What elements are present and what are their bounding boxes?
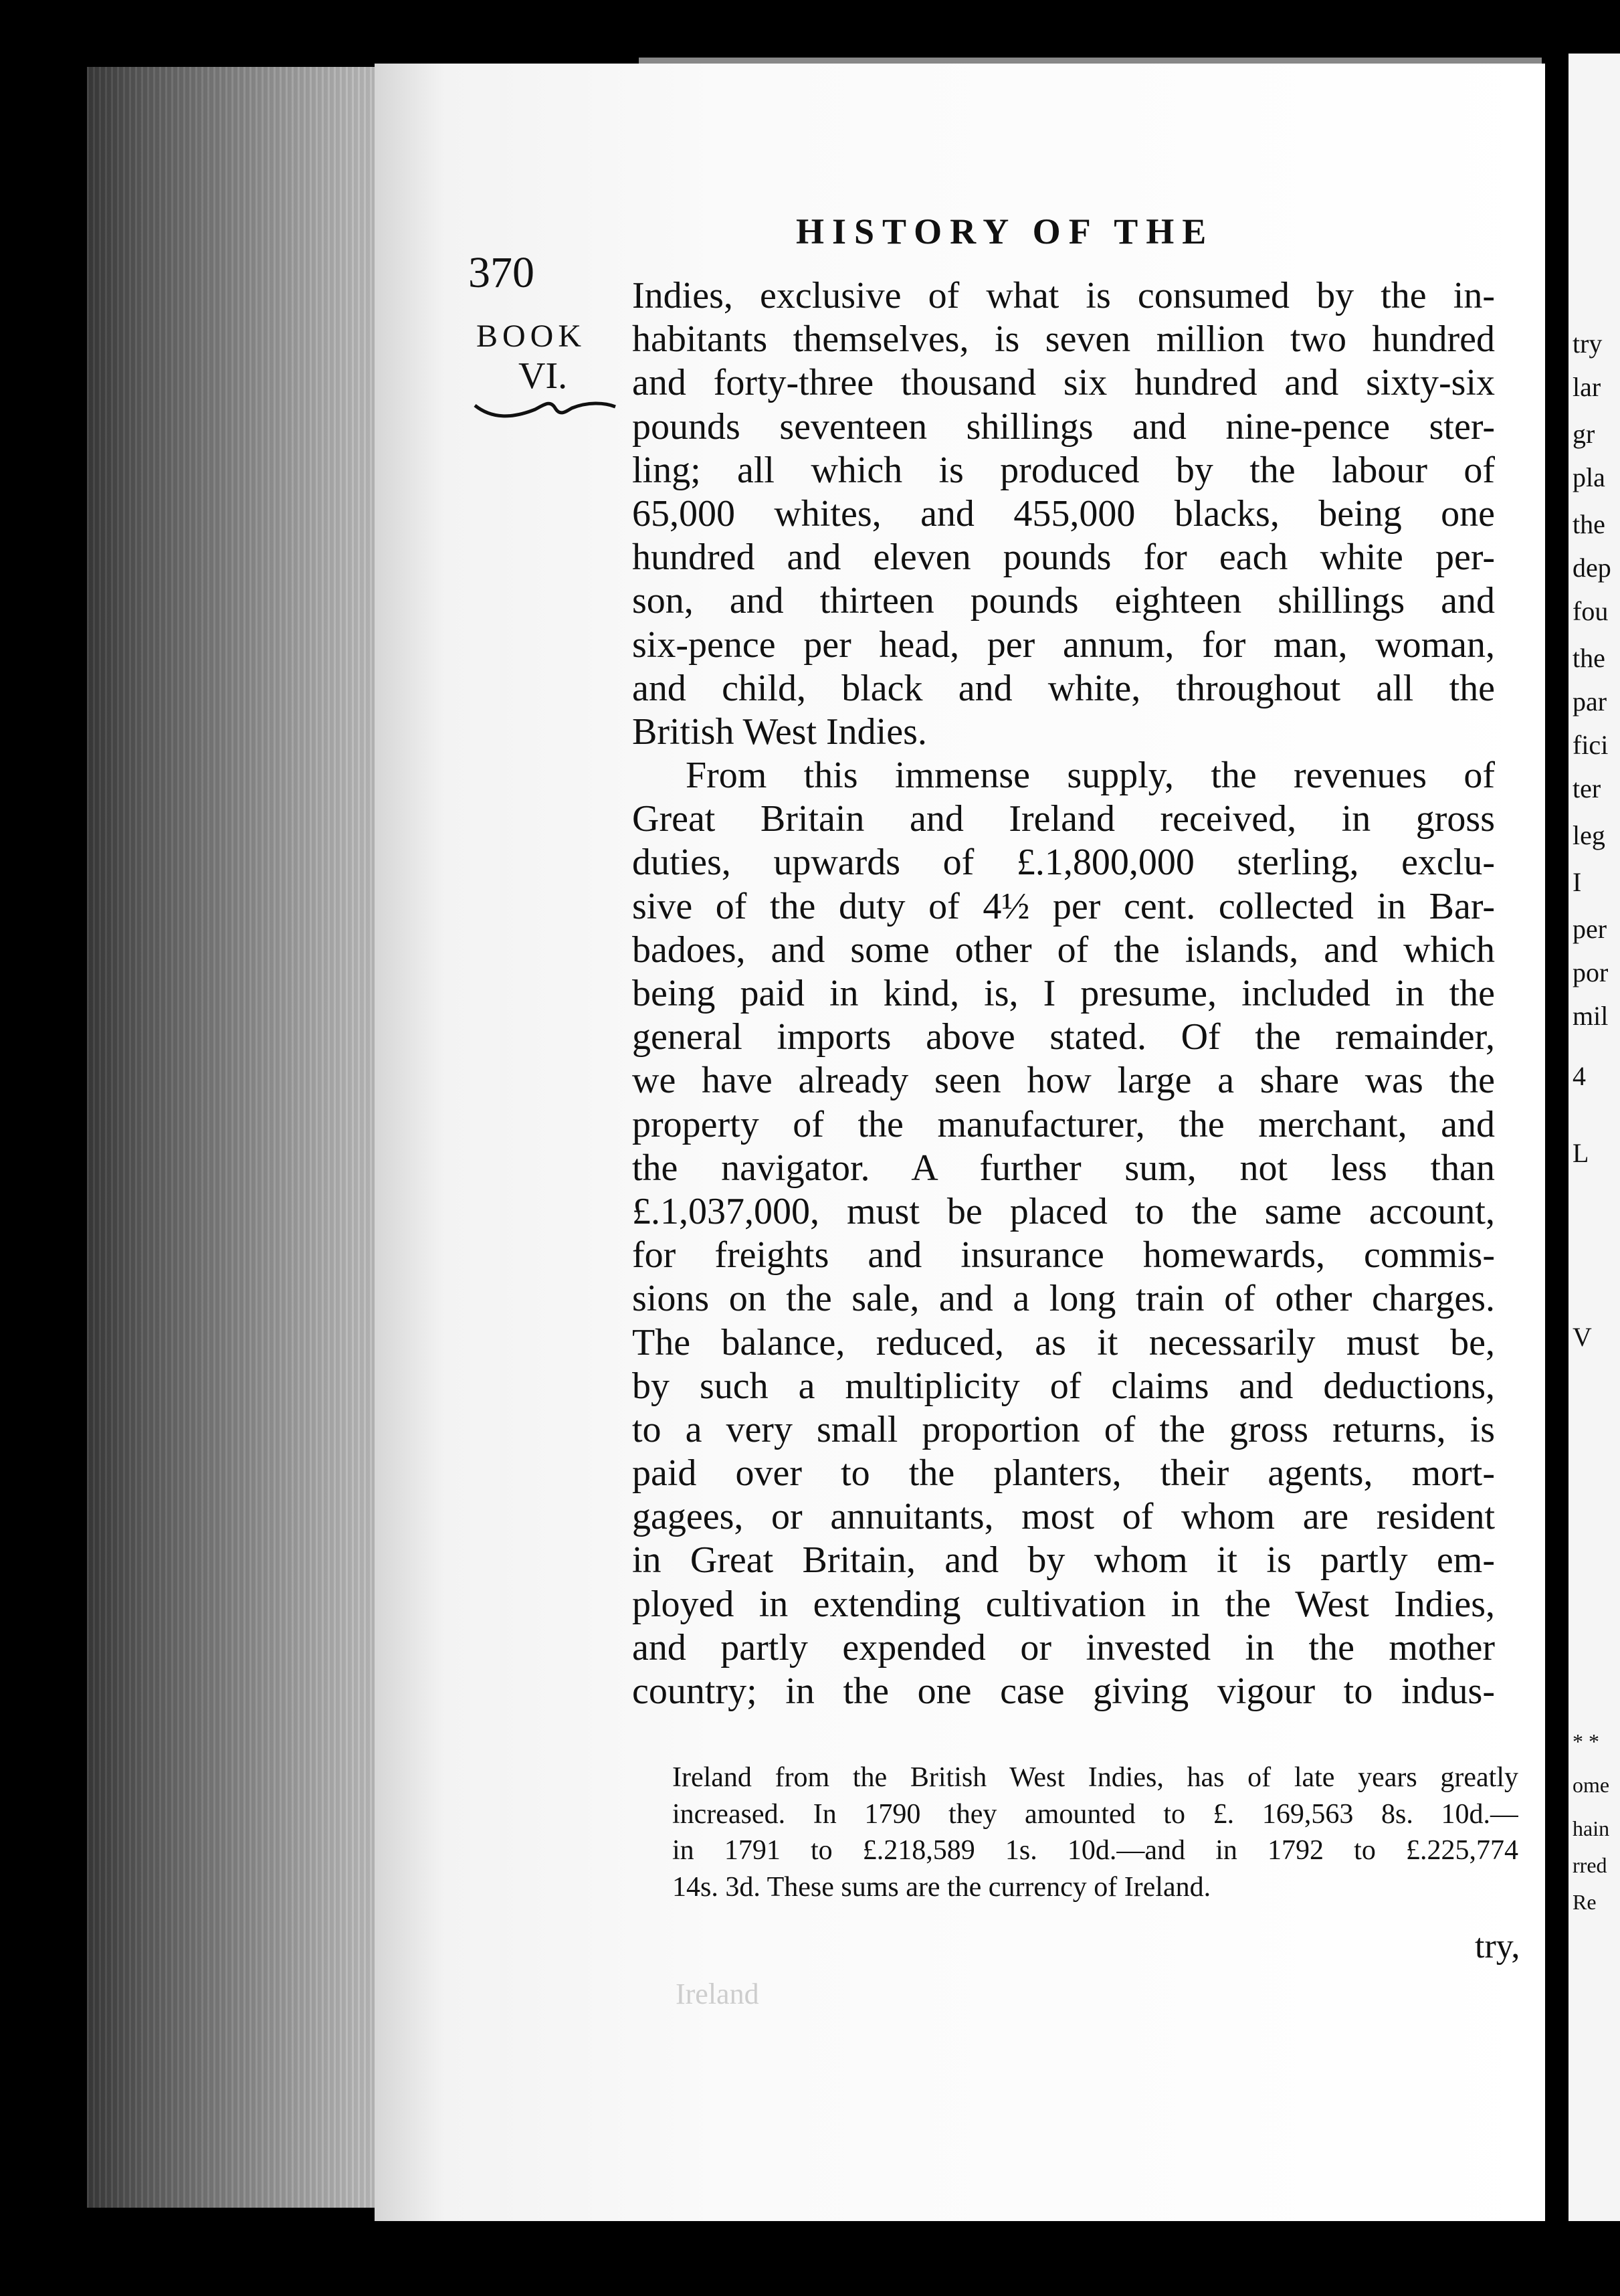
text-line: country; in the one case giving vigour to indus- <box>632 1670 1495 1712</box>
text-line: British West Indies. <box>632 710 927 753</box>
facing-fragment: par <box>1573 686 1607 716</box>
footnote <box>672 1759 1518 1905</box>
body-text <box>632 274 1495 1713</box>
text-line: son, and thirteen pounds eighteen shillings and <box>632 580 1495 622</box>
facing-fragment: 4 <box>1573 1061 1586 1091</box>
facing-note-fragment: ome <box>1573 1773 1610 1797</box>
text-line: habitants themselves, is seven million two hundred <box>632 318 1495 361</box>
text-line: for freights and insurance homewards, commis- <box>632 1234 1495 1276</box>
text-line: and forty-three thousand six hundred and sixty-six <box>632 362 1495 404</box>
text-line: property of the manufacturer, the merchant, and <box>632 1103 1495 1145</box>
text-line: ling; all which is produced by the labour of <box>632 449 1495 491</box>
text-line: in Great Britain, and by whom it is partly em- <box>632 1539 1495 1582</box>
facing-fragment: the <box>1573 643 1605 673</box>
text-line: duties, upwards of £.1,800,000 sterling, exclu- <box>632 842 1495 884</box>
footnote-line: 14s. 3d. These sums are the currency of Ireland. <box>672 1871 1211 1903</box>
text-line: to a very small proportion of the gross returns, is <box>632 1408 1495 1450</box>
facing-fragment: leg <box>1573 820 1605 850</box>
text-line: six-pence per head, per annum, for man, woman, <box>632 624 1495 666</box>
facing-note-fragment: rred <box>1573 1853 1607 1877</box>
text-line: gagees, or annuitants, most of whom are resident <box>632 1496 1495 1538</box>
facing-fragment: V <box>1573 1322 1592 1352</box>
facing-fragment: L <box>1573 1138 1589 1168</box>
text-line: the navigator. A further sum, not less than <box>632 1147 1495 1189</box>
scroll-flourish-icon <box>472 396 619 423</box>
text-line: and child, black and white, throughout all the <box>632 667 1495 709</box>
facing-note-fragment: hain <box>1573 1816 1610 1840</box>
text-line: badoes, and some other of the islands, and which <box>632 929 1495 971</box>
text-line: general imports above stated. Of the remainder, <box>632 1016 1495 1058</box>
facing-fragment: fou <box>1573 596 1609 626</box>
book-label: BOOK <box>476 318 587 354</box>
facing-fragment: the <box>1573 509 1605 539</box>
text-line: Indies, exclusive of what is consumed by the in- <box>632 275 1495 316</box>
facing-fragment: try <box>1573 328 1603 359</box>
footnote-line: Ireland from the British West Indies, has of late years greatly <box>672 1762 1518 1793</box>
text-line: 65,000 whites, and 455,000 blacks, being one <box>632 492 1495 535</box>
text-line: ployed in extending cultivation in the West Indies, <box>632 1583 1495 1625</box>
facing-note-fragment: * * <box>1573 1729 1599 1753</box>
facing-fragment: gr <box>1573 419 1595 449</box>
facing-fragment: dep <box>1573 553 1611 583</box>
facing-note-fragment: Re <box>1573 1890 1597 1914</box>
text-line: sive of the duty of 4½ per cent. collected in Bar- <box>632 885 1495 927</box>
footnote-line: in 1791 to £.218,589 1s. 10d.—and in 1792 to £.225,774 <box>672 1835 1518 1866</box>
catchword: try, <box>1475 1927 1520 1966</box>
text-line: £.1,037,000, must be placed to the same account, <box>632 1190 1495 1232</box>
facing-page-edge <box>1568 54 1620 2221</box>
facing-fragment: pla <box>1573 462 1605 492</box>
facing-fragment: per <box>1573 914 1607 944</box>
facing-fragment: I <box>1573 867 1582 897</box>
text-line: sions on the sale, and a long train of other charges. <box>632 1278 1495 1320</box>
footnote-line: increased. In 1790 they amounted to £. 169,563 8s. 10d.— <box>672 1798 1518 1830</box>
text-line: we have already seen how large a share was the <box>632 1060 1495 1102</box>
facing-fragment: ter <box>1573 773 1601 803</box>
facing-fragment: mil <box>1573 1001 1609 1031</box>
text-line: paid over to the planters, their agents, mort- <box>632 1452 1495 1495</box>
facing-fragment: lar <box>1573 372 1601 402</box>
running-head: HISTORY OF THE <box>796 211 1215 252</box>
text-line: The balance, reduced, as it necessarily must be, <box>632 1321 1495 1363</box>
text-line: Great Britain and Ireland received, in gross <box>632 798 1495 840</box>
bleed-through-text: Ireland <box>676 1978 759 2010</box>
text-line: hundred and eleven pounds for each white per- <box>632 537 1495 579</box>
text-line: pounds seventeen shillings and nine-pence ster- <box>632 405 1495 448</box>
text-line: From this immense supply, the revenues of <box>686 755 1495 797</box>
book-number: VI. <box>518 355 568 397</box>
text-line: being paid in kind, is, I presume, included in the <box>632 973 1495 1014</box>
page-number: 370 <box>468 248 534 297</box>
text-line: by such a multiplicity of claims and deductions, <box>632 1365 1495 1407</box>
facing-fragment: fici <box>1573 730 1609 760</box>
facing-fragment: por <box>1573 957 1609 987</box>
text-line: and partly expended or invested in the mother <box>632 1626 1495 1668</box>
